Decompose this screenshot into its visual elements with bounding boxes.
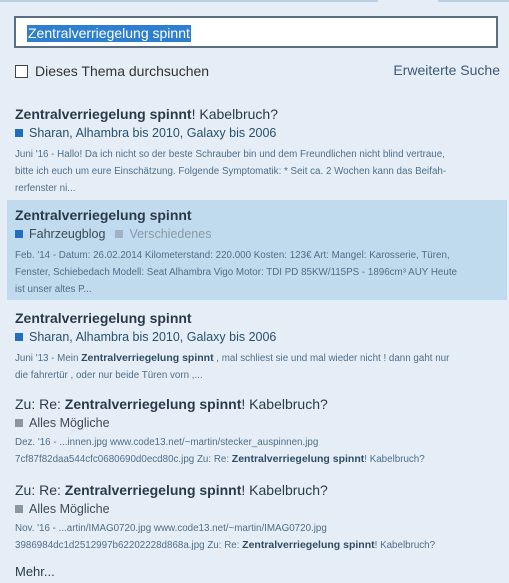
result-title[interactable]: Zu: Re: Zentralverriegelung spinnt! Kabelbruch? xyxy=(15,396,328,412)
search-input[interactable] xyxy=(14,16,498,48)
forum-color-marker xyxy=(115,230,123,238)
result-excerpt: Dez. '16 - ...innen.jpg www.code13.net/~martin/stecker_auspinnen.jpg 7cf87f82daa544cfc0680690d0ecd80c.jpg Zu: Re: Zentralverriegelung spinnt! Kabelbruch? xyxy=(15,437,425,465)
result-title[interactable]: Zentralverriegelung spinnt xyxy=(15,207,192,223)
scope-checkbox[interactable] xyxy=(15,65,28,78)
result-title[interactable]: Zentralverriegelung spinnt! Kabelbruch? xyxy=(15,106,278,122)
result-excerpt: Nov. '16 - ...artin/IMAG0720.jpg www.code13.net/~martin/IMAG0720.jpg 3986984dc1d2512997b62202228d868a.jpg Zu: Re: Zentralverriegelung spinnt! Kabelbruch? xyxy=(15,523,436,551)
result-tags xyxy=(15,124,507,142)
result-tags xyxy=(15,225,507,243)
more-results-link[interactable]: Mehr... xyxy=(15,564,55,579)
forum-color-marker xyxy=(15,230,23,238)
result-title[interactable]: Zentralverriegelung spinnt xyxy=(15,310,192,326)
search-result-highlighted[interactable] xyxy=(7,200,507,300)
search-result[interactable] xyxy=(7,308,507,384)
forum-color-marker xyxy=(15,333,23,341)
top-border-right xyxy=(438,0,509,2)
forum-tag[interactable]: Sharan, Alhambra bis 2010, Galaxy bis 2006 xyxy=(15,330,276,344)
forum-tag[interactable]: Alles Mögliche xyxy=(15,502,110,516)
forum-color-marker xyxy=(15,419,23,427)
search-scope-option[interactable] xyxy=(15,61,209,81)
scope-label[interactable]: Dieses Thema durchsuchen xyxy=(35,63,210,79)
forum-tag[interactable]: Sharan, Alhambra bis 2010, Galaxy bis 2006 xyxy=(15,126,276,140)
result-tags xyxy=(15,328,507,346)
forum-tag[interactable]: Verschiedenes xyxy=(115,227,211,241)
forum-color-marker xyxy=(15,129,23,137)
forum-tag[interactable]: Fahrzeugblog xyxy=(15,227,105,241)
search-result[interactable] xyxy=(7,104,507,197)
search-result[interactable] xyxy=(7,480,507,554)
forum-color-marker xyxy=(15,505,23,513)
search-input-value[interactable]: Zentralverriegelung spinnt xyxy=(28,25,190,41)
result-excerpt: Feb. '14 - Datum: 26.02.2014 Kilometerstand: 220.000 Kosten: 123€ Art: Mangel: Karosserie, Türen, Fenster, Schiebedach Modell: Seat Alhambra Vigo Motor: TDI PD 85KW/115PS - 1896cm³ AUY Heute ist unser altes P... xyxy=(15,250,457,295)
result-title[interactable]: Zu: Re: Zentralverriegelung spinnt! Kabelbruch? xyxy=(15,482,328,498)
result-excerpt: Juni '13 - Mein Zentralverriegelung spinnt , mal schliest sie und mal wieder nicht ! dann gaht nur die fahrertür , oder nur beide Türen vorn ,... xyxy=(15,352,450,381)
search-result[interactable] xyxy=(7,394,507,468)
forum-tag[interactable]: Alles Mögliche xyxy=(15,416,110,430)
result-excerpt: Juni '16 - Hallo! Da ich nicht so der beste Schrauber bin und dem Freundlichen nicht blind vertraue, bitte ich euch um eure Einschätzung. Folgende Symptomatik: * Seit ca. 2 Wochen kann das Beifah- rerfenster ni... xyxy=(15,149,447,194)
result-tags xyxy=(15,414,507,432)
result-tags xyxy=(15,500,507,518)
top-border xyxy=(0,0,378,2)
advanced-search-link[interactable]: Erweiterte Suche xyxy=(393,62,500,78)
